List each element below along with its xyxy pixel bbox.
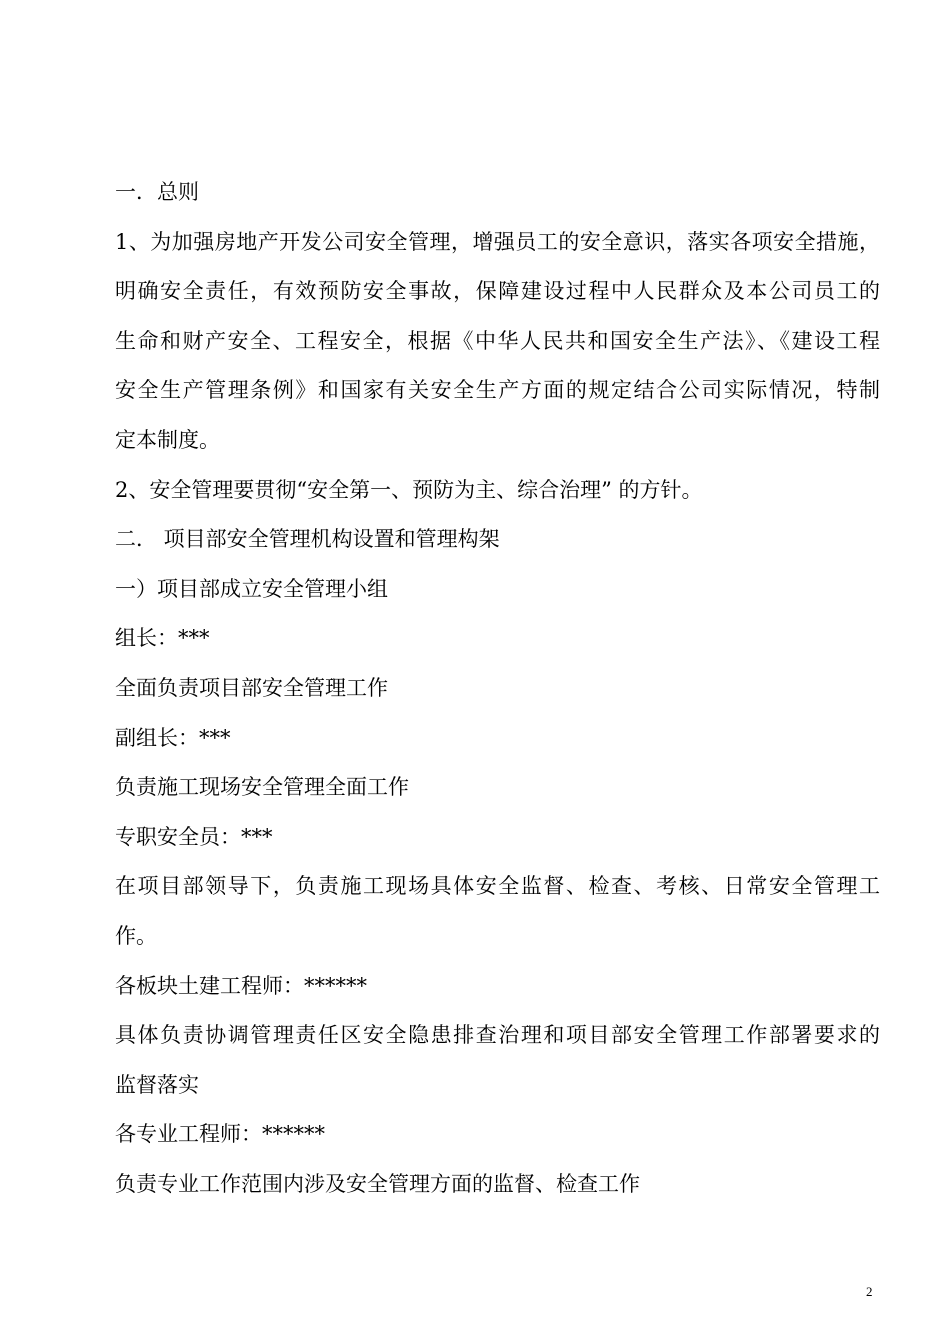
text-line: 明确安全责任，有效预防安全事故，保障建设过程中人民群众及本公司员工的: [115, 279, 880, 304]
text-line: 安全生产管理条例》和国家有关安全生产方面的规定结合公司实际情况，特制: [115, 378, 880, 403]
text-line: 二． 项目部安全管理机构设置和管理构架: [115, 527, 500, 552]
text-line: 生命和财产安全、工程安全，根据《中华人民共和国安全生产法》、《建设工程: [115, 328, 880, 353]
text-line: 2、安全管理要贯彻“安全第一、预防为主、综合治理” 的方针。: [115, 477, 703, 502]
text-line: 负责专业工作范围内涉及安全管理方面的监督、检查工作: [115, 1171, 640, 1196]
text-line: 在项目部领导下，负责施工现场具体安全监督、检查、考核、日常安全管理工: [115, 874, 880, 899]
text-line: 监督落实: [115, 1072, 199, 1097]
text-line: 定本制度。: [115, 427, 220, 452]
text-line: 1、为加强房地产开发公司安全管理，增强员工的安全意识，落实各项安全措施，: [115, 229, 880, 254]
text-line: 组长：***: [115, 626, 210, 651]
text-line: 作。: [115, 923, 157, 948]
text-line: 负责施工现场安全管理全面工作: [115, 775, 409, 800]
text-line: 具体负责协调管理责任区安全隐患排查治理和项目部安全管理工作部署要求的: [115, 1023, 880, 1048]
text-line: 各专业工程师：******: [115, 1122, 325, 1147]
text-line: 全面负责项目部安全管理工作: [115, 675, 388, 700]
text-line: 一）项目部成立安全管理小组: [115, 576, 388, 601]
text-line: 专职安全员：***: [115, 824, 273, 849]
body-text: [115, 168, 880, 1209]
text-line: 副组长：***: [115, 725, 231, 750]
page-number: 2: [866, 1284, 873, 1299]
text-line: 各板块土建工程师：******: [115, 973, 367, 998]
text-line: 一．总则: [115, 180, 199, 204]
